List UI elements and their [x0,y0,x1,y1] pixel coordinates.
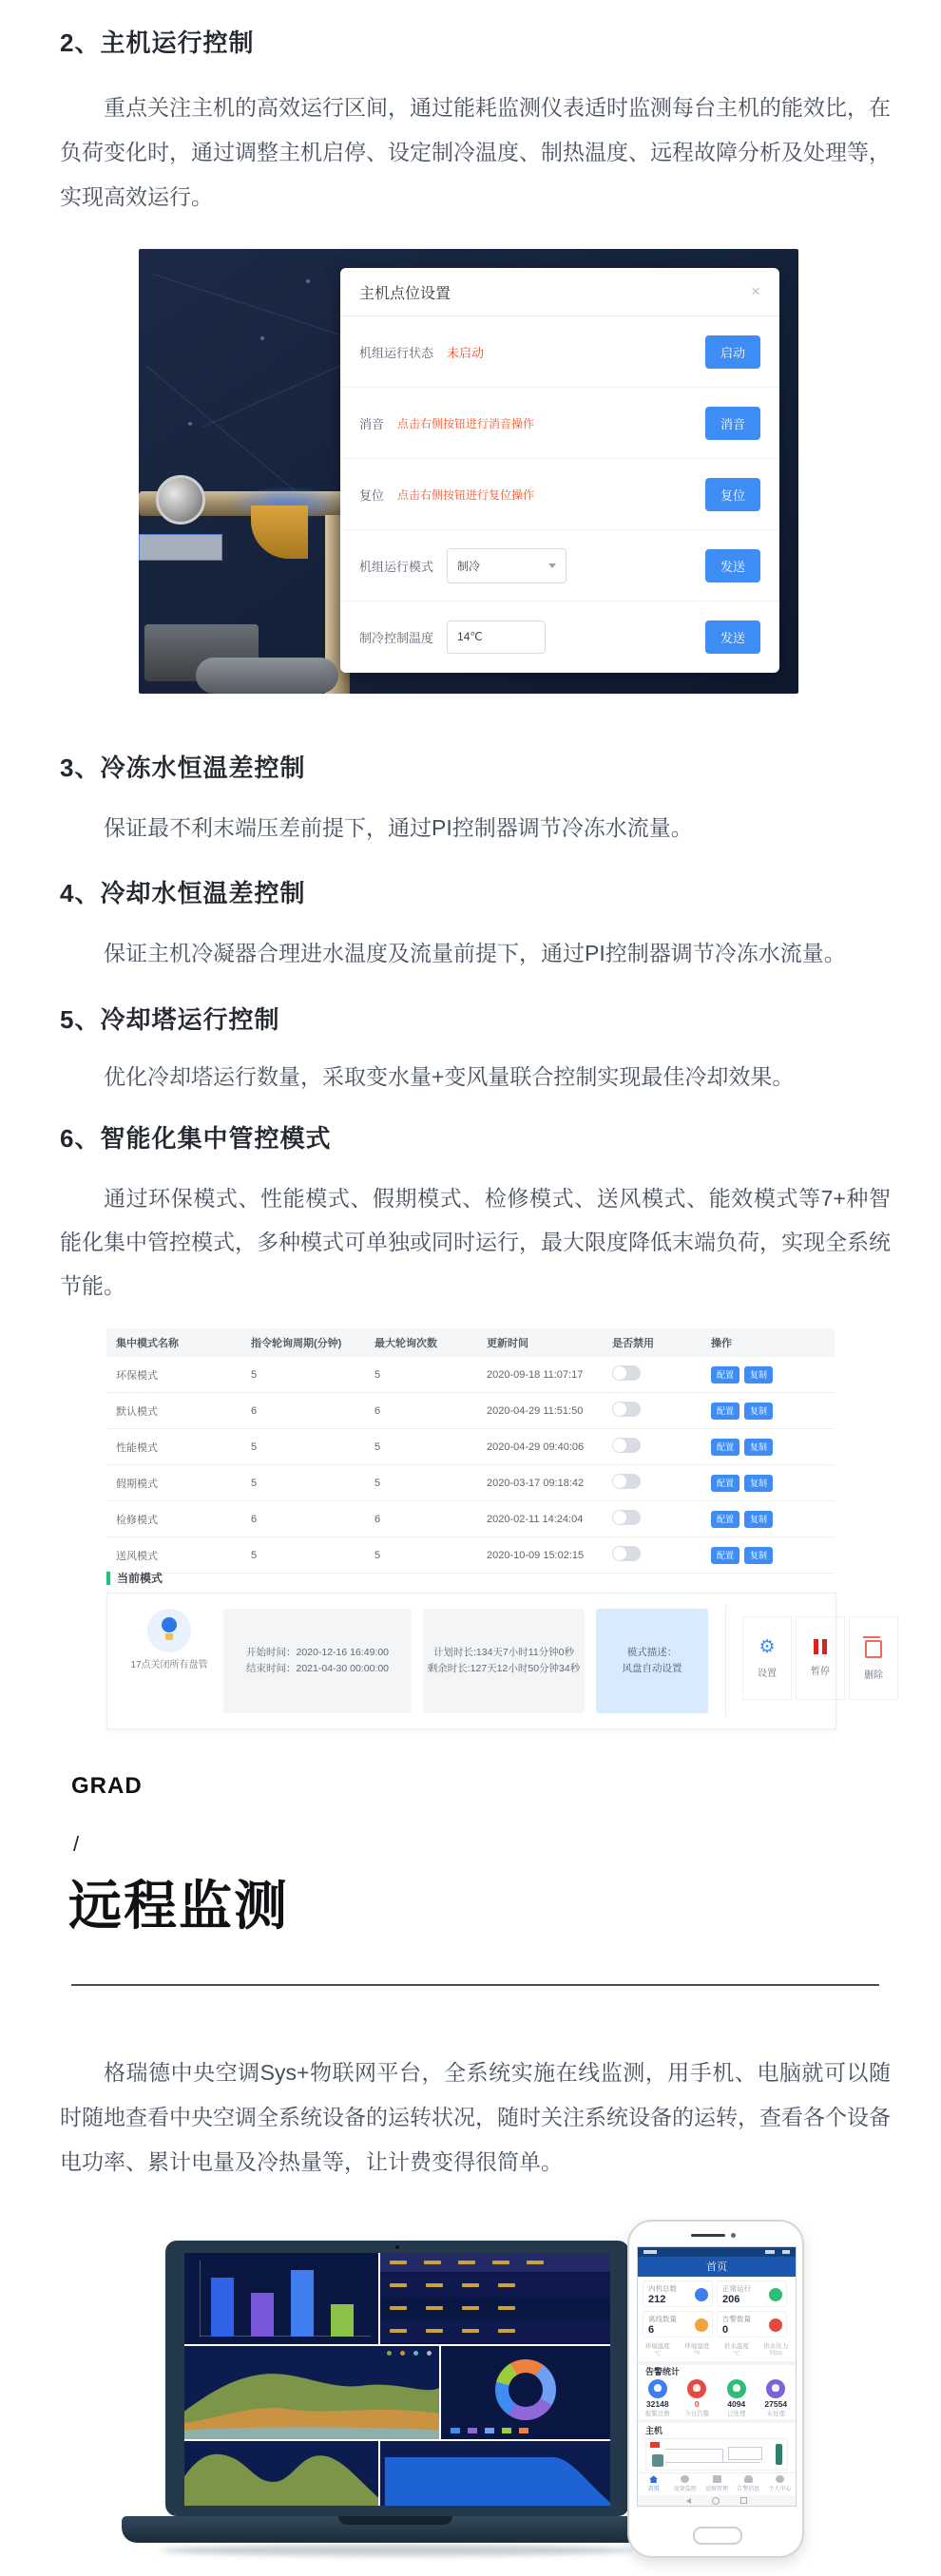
sensor-unit: ℃ [732,2350,740,2357]
pipe-elbow [251,506,308,559]
card-label: 正常运行 [722,2283,751,2293]
col-header-max: 最大轮询次数 [374,1338,437,1349]
scene-dot [188,422,192,426]
mode-cycle: 5 [251,1549,258,1561]
back-icon[interactable] [686,2498,691,2504]
mode-updated: 2020-04-29 11:51:50 [487,1404,584,1417]
mode-name: 环保模式 [116,1369,158,1382]
config-button[interactable]: 配置 [711,1475,739,1492]
settings-tile[interactable] [742,1616,792,1700]
bell-icon [648,2379,667,2398]
table-row [106,1501,835,1537]
reset-button[interactable]: 复位 [705,478,760,511]
mode-updated: 2020-09-18 11:07:17 [487,1368,584,1381]
mode-name: 性能模式 [116,1441,158,1454]
table-row [106,1429,835,1465]
section6-heading: 6、智能化集中管控模式 [60,1124,332,1153]
start-button[interactable]: 启动 [705,335,760,369]
schematic-red-tag [650,2442,660,2448]
gear-icon: ⚙ [759,1636,776,1657]
current-mode-section-label [106,1570,163,1586]
modal-header [340,268,779,316]
mode-name: 检修模式 [116,1514,158,1526]
mode-max: 5 [374,1441,381,1453]
nav-label: 告警信息 [737,2487,760,2493]
sensor-unit: ℃ [653,2350,662,2357]
nav-home[interactable] [638,2473,669,2495]
mode-cycle: 6 [251,1404,258,1417]
col-header-cycle: 指令轮询周期(分钟) [251,1338,342,1349]
alarm-label: 报警总数 [644,2411,670,2418]
row-mute [340,388,779,459]
alarm-value: 32148 [645,2399,669,2410]
sensor-water-pressure [757,2339,797,2361]
schematic-line [722,2449,723,2462]
signal-decor [765,2250,775,2254]
run-mode-label: 机组运行模式 [359,559,434,574]
mute-button[interactable]: 消音 [705,407,760,440]
section2-paragraph: 重点关注主机的高效运行区间，通过能耗监测仪表适时监测每台主机的能效比，在负荷变化时，通过调整主机启停、设定制冷温度、制热温度、远程故障分析及处理等，实现高效运行。 [60,95,891,209]
bottom-nav [638,2472,796,2495]
remote-monitor-heading: 远程监测 [68,1876,289,1936]
section3-heading: 3、冷冻水恒温差控制 [60,754,306,782]
recents-icon[interactable] [740,2497,747,2504]
area-chart-panel-2 [184,2441,378,2506]
mode-remaining-duration: 剩余时长:127天12小时50分钟34秒 [427,1663,581,1674]
mode-cycle: 6 [251,1513,258,1525]
row-run-mode [340,530,779,601]
host-schematic [645,2438,788,2471]
hvac-3d-scene-screenshot [139,249,798,694]
table-row [106,1465,835,1501]
config-button[interactable]: 配置 [711,1547,739,1564]
sensor-env-temp [638,2339,678,2361]
lightbulb-icon [147,1609,191,1652]
mode-updated: 2020-03-17 09:18:42 [487,1477,585,1489]
unit-status-value: 未启动 [447,345,485,360]
laptop-image [122,2231,668,2559]
reset-hint: 点击右侧按钮进行复位操作 [397,487,535,502]
pause-label: 暂停 [811,1667,830,1677]
sensor-unit: % [694,2349,701,2357]
send-mode-button[interactable]: 发送 [705,549,760,582]
section4-heading: 4、冷却水恒温差控制 [60,879,306,907]
schematic-chiller [728,2447,762,2460]
table-row [106,1357,835,1393]
home-icon [649,2475,658,2483]
monitor-icon [681,2475,689,2483]
config-button[interactable]: 配置 [711,1366,739,1383]
nav-label: 设备监控 [673,2487,697,2493]
table-head-decor [380,2253,610,2272]
sensor-label: 环境湿度 [684,2342,710,2350]
legend-dots [387,2351,432,2356]
unit-status-label: 机组运行状态 [359,345,434,360]
schematic-line [665,2462,760,2463]
alarm-label: 未处理 [766,2411,785,2418]
laptop-shadow [160,2545,635,2556]
reset-label: 复位 [359,487,385,503]
scene-dot [260,336,264,340]
donut-chart-panel [441,2346,610,2439]
nav-alarm-info[interactable] [733,2473,764,2495]
mode-start-time: 开始时间：2020-12-16 16:49:00 [246,1647,389,1658]
alarm-value: 0 [694,2399,700,2410]
home-circle-icon[interactable] [712,2497,720,2505]
area-chart-panel [184,2346,439,2439]
config-button[interactable]: 配置 [711,1439,739,1456]
blue-area-panel [380,2441,610,2506]
cooling-temp-label: 制冷控制温度 [359,630,434,645]
copy-button[interactable]: 复制 [744,1439,773,1456]
nav-device-monitor[interactable] [669,2473,701,2495]
bar [251,2293,274,2337]
sensor-env-humidity [678,2339,718,2361]
laptop-notch [338,2516,452,2525]
card-running[interactable] [717,2280,787,2307]
speaker-icon [691,2234,725,2237]
green-bar-icon [106,1572,110,1585]
disable-toggle[interactable] [612,1474,641,1489]
alarm-value: 4094 [727,2399,746,2410]
mute-hint: 点击右侧按钮进行消音操作 [397,416,535,430]
disable-toggle[interactable] [612,1365,641,1381]
disable-toggle[interactable] [612,1510,641,1525]
mode-max: 6 [374,1404,381,1417]
donut-chart [495,2359,556,2420]
settings-label: 设置 [758,1668,777,1679]
copy-button[interactable]: 复制 [744,1511,773,1528]
machinery-cylinder [196,658,338,694]
sensor-row [638,2339,796,2365]
mode-table-header [106,1328,835,1357]
cooling-temp-input[interactable] [447,620,546,654]
y-axis [200,2261,201,2337]
area-chart-svg-2 [184,2441,378,2506]
front-camera-icon [731,2233,736,2238]
alert-triangle-icon [769,2318,782,2332]
card-value: 212 [648,2293,666,2305]
alarm-label: 已处理 [727,2411,746,2418]
mode-name: 假期模式 [116,1478,158,1490]
card-value: 206 [722,2293,740,2305]
donut-legend [451,2428,528,2433]
nav-profile[interactable] [764,2473,796,2495]
schematic-line [665,2449,722,2450]
brand-separator: / [73,1832,80,1856]
mode-max: 5 [374,1368,381,1381]
col-header-disabled: 是否禁用 [612,1338,654,1349]
card-alarm[interactable] [717,2311,787,2337]
current-mode-card [106,1593,883,1729]
send-temp-button[interactable]: 发送 [705,620,760,654]
disable-toggle[interactable] [612,1402,641,1417]
host-title: 主机 [645,2425,663,2435]
mode-max: 5 [374,1549,381,1561]
copy-button[interactable]: 复制 [744,1547,773,1564]
table-row [106,1537,835,1574]
col-header-updated: 更新时间 [487,1338,528,1349]
clock-icon [766,2379,785,2398]
mode-desc-title: 模式描述： [626,1647,678,1658]
section6-paragraph: 通过环保模式、性能模式、假期模式、检修模式、送风模式、能效模式等7+种智能化集中管控模式，多种模式可单独或同时运行，最大限度降低末端负荷，实现全系统节能。 [60,1186,891,1298]
scene-label-plate [139,534,222,561]
blue-area-svg [380,2441,610,2506]
mode-max: 6 [374,1513,381,1525]
alarm-icon [687,2379,706,2398]
table-row [106,1393,835,1429]
schematic-pump [652,2454,663,2467]
schematic-tower [776,2444,782,2465]
card-offline[interactable] [643,2311,713,2337]
alarm-pending[interactable] [757,2377,797,2419]
nav-label: 个人中心 [768,2487,792,2493]
check-icon [727,2379,746,2398]
sensor-unit: Mpa [769,2349,783,2357]
dashboard-screen [184,2253,610,2506]
nav-label: 运维管理 [705,2487,729,2493]
bell-icon [744,2475,753,2483]
android-nav-bar [638,2495,796,2506]
disable-toggle[interactable] [612,1438,641,1453]
alarm-handled[interactable] [717,2377,757,2419]
bulb-base [165,1633,173,1640]
bulb-glass [162,1617,177,1632]
pause-tile[interactable] [796,1616,845,1700]
delete-tile[interactable] [849,1616,898,1700]
bar-chart-panel [184,2253,378,2344]
refresh-icon [769,2288,782,2301]
sensor-label: 环境温度 [644,2342,670,2350]
warning-icon [695,2318,708,2332]
copy-button[interactable]: 复制 [744,1475,773,1492]
data-table-panel [380,2253,610,2344]
section3-paragraph: 保证最不利末端压差前提下，通过PI控制器调节冷冻水流量。 [104,815,693,840]
carrier-decor [643,2250,657,2254]
nav-label: 首页 [647,2487,660,2493]
stat-cards [638,2277,796,2339]
alarm-stats-title: 告警统计 [645,2367,681,2377]
remote-paragraph: 格瑞德中央空调Sys+物联网平台，全系统实施在线监测，用手机、电脑就可以随时随地查看中央空调全系统设备的运转状况，随时关注系统设备的运转，查看各个设备电功率、累计电量及冷热量等，让计费变得很简单。 [60,2060,891,2174]
user-icon [776,2475,784,2483]
phone-home-button[interactable] [693,2527,742,2545]
row-reset [340,459,779,530]
battery-icon [782,2250,790,2254]
scene-line [203,356,360,427]
mode-cycle: 5 [251,1441,258,1453]
mode-cycle: 5 [251,1368,258,1381]
table-row-decor [380,2297,610,2319]
section2-heading: 2、主机运行控制 [60,29,255,57]
sensor-water-temp [717,2339,757,2361]
alarm-stats-row [638,2377,796,2419]
mode-name: 默认模式 [116,1405,158,1418]
mode-end-time: 结束时间：2021-04-30 00:00:00 [246,1663,389,1674]
table-row-decor [380,2274,610,2297]
section5-paragraph: 优化冷却塔运行数量，采取变水量+变风量联合控制实现最佳冷却效果。 [104,1064,795,1089]
grid-icon [713,2475,721,2483]
close-icon[interactable]: × [751,282,760,300]
card-label: 告警数量 [722,2314,751,2323]
card-indoor-units[interactable] [643,2280,713,2307]
bar [291,2270,314,2337]
section4-paragraph: 保证主机冷凝器合理进水温度及流量前提下，通过PI控制器调节冷冻水流量。 [104,941,846,965]
copy-button[interactable]: 复制 [744,1402,773,1420]
fan-icon [695,2288,708,2301]
mode-updated: 2020-02-11 14:24:04 [487,1513,584,1525]
mode-planned-duration: 计划时长:134天7小时11分钟0秒 [432,1647,574,1658]
chevron-down-icon [548,563,556,568]
mode-max: 5 [374,1477,381,1489]
table-row-decor [380,2319,610,2342]
card-value: 0 [722,2323,729,2336]
row-unit-status [340,316,779,388]
status-bar [638,2247,796,2257]
col-header-name: 集中模式名称 [116,1338,179,1349]
mode-updated: 2020-04-29 09:40:06 [487,1441,585,1453]
card-label: 离线数量 [648,2314,677,2323]
mode-cycle: 5 [251,1477,258,1489]
scene-dot [306,279,310,283]
bar [331,2304,354,2337]
sensor-label: 供水温度 [723,2342,749,2350]
mode-updated: 2020-10-09 15:02:15 [487,1549,585,1561]
run-mode-selected: 制冷 [457,559,481,573]
brand-text: GRAD [71,1773,143,1799]
modal-title: 主机点位设置 [359,285,451,302]
pipe-flange [156,475,205,525]
scene-line [153,274,353,339]
disable-toggle[interactable] [612,1546,641,1561]
area-chart-svg [184,2346,439,2439]
webcam-icon [395,2245,399,2249]
sensor-label: 供水压力 [763,2342,789,2350]
mode-bulb-block [126,1609,212,1671]
current-mode-label-text: 当前模式 [117,1572,163,1585]
mode-time-box [223,1609,412,1713]
alarm-today[interactable] [678,2377,718,2419]
section5-heading: 5、冷却塔运行控制 [60,1005,280,1034]
config-button[interactable]: 配置 [711,1402,739,1420]
mode-desc-box [596,1609,708,1713]
phone-image [627,2220,804,2558]
config-button[interactable]: 配置 [711,1511,739,1528]
host-point-settings-modal [340,268,779,673]
card-divider [725,1605,726,1717]
mode-table-screenshot [106,1328,835,1574]
pause-icon [814,1639,827,1654]
mute-label: 消音 [359,416,385,431]
card-value: 6 [648,2323,655,2336]
delete-label: 删除 [864,1670,883,1681]
card-label: 内机总数 [648,2283,677,2293]
nav-ops[interactable] [701,2473,732,2495]
mode-name: 送风模式 [116,1550,158,1562]
col-header-actions: 操作 [711,1338,732,1349]
alarm-total[interactable] [638,2377,678,2419]
trash-icon [865,1640,882,1658]
laptop-lid [165,2241,629,2516]
phone-screen [637,2246,797,2507]
bar [211,2278,234,2337]
row-cooling-temp [340,601,779,672]
mode-duration-box [423,1609,585,1713]
mode-desc-value: 风盘自动设置 [622,1663,682,1674]
run-mode-select[interactable] [447,548,567,583]
alarm-label: 今日告警 [684,2411,710,2418]
alarm-value: 27554 [764,2399,788,2410]
divider-rule [71,1984,879,1986]
copy-button[interactable]: 复制 [744,1366,773,1383]
app-header: 首页 [638,2257,796,2277]
current-mode-name: 17点关闭所有盘管 [130,1660,208,1670]
